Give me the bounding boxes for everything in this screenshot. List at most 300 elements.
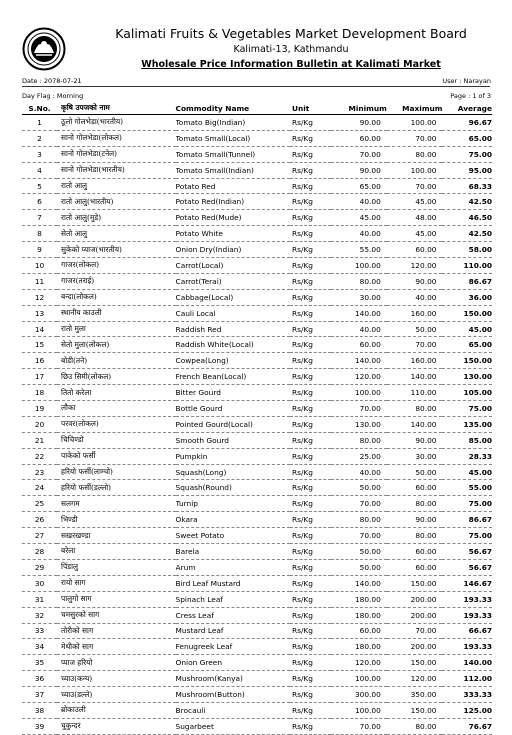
row-sno: 4 [22,162,57,178]
row-minimum: 180.00 [331,607,387,623]
row-minimum: 50.00 [331,544,387,560]
row-maximum: 120.00 [387,258,443,274]
row-minimum: 120.00 [331,369,387,385]
row-sno: 15 [22,337,57,353]
row-nepali-name: सानो गोलभेडा(भारतीय) [57,162,176,178]
table-row [22,401,492,417]
row-unit: Rs/Kg [290,226,331,242]
row-minimum: 100.00 [331,671,387,687]
row-commodity-name: Bird Leaf Mustard [176,575,290,591]
row-unit: Rs/Kg [290,512,331,528]
row-maximum: 140.00 [387,416,443,432]
row-commodity-name: French Bean(Local) [176,369,290,385]
row-commodity-name: Pumpkin [176,448,290,464]
row-commodity-name: Cowpea(Long) [176,353,290,369]
row-minimum: 80.00 [331,432,387,448]
row-sno: 22 [22,448,57,464]
row-average: 86.67 [442,512,492,528]
row-maximum: 80.00 [387,718,443,734]
row-average: 76.67 [442,718,492,734]
table-row [22,559,492,575]
row-average: 112.00 [442,671,492,687]
row-nepali-name: स्थानीय काउली [57,305,176,321]
row-commodity-name: Tomato Small(Tunnel) [176,146,290,162]
row-nepali-name: सेतो आलु [57,226,176,242]
table-row [22,130,492,146]
row-minimum: 65.00 [331,178,387,194]
row-maximum: 80.00 [387,401,443,417]
row-unit: Rs/Kg [290,289,331,305]
row-maximum: 40.00 [387,289,443,305]
row-minimum: 120.00 [331,655,387,671]
row-sno: 31 [22,591,57,607]
row-unit: Rs/Kg [290,432,331,448]
row-maximum: 110.00 [387,385,443,401]
bulletin-title: Wholesale Price Information Bulletin at Kalimati Market [141,59,441,70]
table-row [22,528,492,544]
row-minimum: 60.00 [331,337,387,353]
row-nepali-name: बन्दा(लोकल) [57,289,176,305]
row-average: 86.67 [442,273,492,289]
row-commodity-name: Raddish Red [176,321,290,337]
row-sno: 14 [22,321,57,337]
row-nepali-name: रातो आलु [57,178,176,194]
row-unit: Rs/Kg [290,305,331,321]
table-row [22,464,492,480]
col-maximum: Maximum [387,102,443,115]
row-unit: Rs/Kg [290,655,331,671]
row-sno: 35 [22,655,57,671]
row-nepali-name: च्याउ(डल्ले) [57,687,176,703]
row-nepali-name: हरियो फर्सी(डल्लो) [57,480,176,496]
table-row [22,432,492,448]
table-row [22,480,492,496]
row-average: 42.50 [442,226,492,242]
row-minimum: 180.00 [331,639,387,655]
table-row [22,305,492,321]
row-minimum: 40.00 [331,321,387,337]
day-flag: Day Flag : Morning [22,92,84,100]
row-sno: 6 [22,194,57,210]
row-minimum: 80.00 [331,273,387,289]
row-sno: 33 [22,623,57,639]
row-minimum: 300.00 [331,687,387,703]
row-minimum: 100.00 [331,702,387,718]
page-number: Page : 1 of 3 [450,92,491,100]
row-commodity-name: Carrot(Terai) [176,273,290,289]
row-minimum: 40.00 [331,194,387,210]
row-average: 36.00 [442,289,492,305]
row-average: 125.00 [442,702,492,718]
table-row [22,687,492,703]
row-average: 56.67 [442,559,492,575]
row-average: 193.33 [442,639,492,655]
row-maximum: 45.00 [387,226,443,242]
row-unit: Rs/Kg [290,210,331,226]
row-maximum: 150.00 [387,575,443,591]
table-row [22,702,492,718]
col-commodity-name: Commodity Name [176,102,290,115]
row-minimum: 70.00 [331,528,387,544]
col-unit: Unit [290,102,331,115]
row-sno: 8 [22,226,57,242]
row-sno: 9 [22,242,57,258]
row-commodity-name: Spinach Leaf [176,591,290,607]
row-nepali-name: सुकेको प्याज(भारतीय) [57,242,176,258]
row-unit: Rs/Kg [290,369,331,385]
row-maximum: 350.00 [387,687,443,703]
row-commodity-name: Arum [176,559,290,575]
row-unit: Rs/Kg [290,146,331,162]
row-unit: Rs/Kg [290,242,331,258]
col-minimum: Minimum [331,102,387,115]
row-nepali-name: भिण्डी [57,512,176,528]
row-unit: Rs/Kg [290,496,331,512]
row-maximum: 160.00 [387,305,443,321]
row-average: 140.00 [442,655,492,671]
row-sno: 11 [22,273,57,289]
row-sno: 27 [22,528,57,544]
row-unit: Rs/Kg [290,639,331,655]
row-unit: Rs/Kg [290,385,331,401]
row-unit: Rs/Kg [290,591,331,607]
row-nepali-name: लौका [57,401,176,417]
row-maximum: 48.00 [387,210,443,226]
row-nepali-name: चुकुन्दर [57,718,176,734]
row-average: 75.00 [442,146,492,162]
row-sno: 38 [22,702,57,718]
row-unit: Rs/Kg [290,337,331,353]
row-average: 55.00 [442,480,492,496]
table-row [22,369,492,385]
row-nepali-name: ठूलो गोलभेडा(भारतीय) [57,115,176,131]
row-maximum: 60.00 [387,480,443,496]
row-commodity-name: Bottle Gourd [176,401,290,417]
row-unit: Rs/Kg [290,671,331,687]
row-maximum: 45.00 [387,194,443,210]
row-sno: 30 [22,575,57,591]
row-nepali-name: सलगम [57,496,176,512]
row-average: 146.67 [442,575,492,591]
row-commodity-name: Tomato Small(Indian) [176,162,290,178]
row-sno: 29 [22,559,57,575]
row-nepali-name: पिंडालु [57,559,176,575]
row-average: 56.67 [442,544,492,560]
row-unit: Rs/Kg [290,321,331,337]
table-row [22,353,492,369]
row-minimum: 40.00 [331,226,387,242]
row-commodity-name: Fenugreek Leaf [176,639,290,655]
row-nepali-name: च्याउ(कन्य) [57,671,176,687]
row-sno: 17 [22,369,57,385]
row-commodity-name: Potato Red [176,178,290,194]
table-row [22,655,492,671]
row-average: 75.00 [442,496,492,512]
row-nepali-name: रातो मुला [57,321,176,337]
row-maximum: 140.00 [387,369,443,385]
row-nepali-name: सानो गोलभेडा(टनेल) [57,146,176,162]
row-unit: Rs/Kg [290,273,331,289]
row-average: 46.50 [442,210,492,226]
row-sno: 37 [22,687,57,703]
row-unit: Rs/Kg [290,115,331,131]
row-nepali-name: तोरीको साग [57,623,176,639]
row-commodity-name: Tomato Big(Indian) [176,115,290,131]
row-commodity-name: Mushroom(Kanya) [176,671,290,687]
row-maximum: 30.00 [387,448,443,464]
row-sno: 21 [22,432,57,448]
row-unit: Rs/Kg [290,544,331,560]
row-minimum: 70.00 [331,401,387,417]
row-commodity-name: Raddish White(Local) [176,337,290,353]
row-maximum: 80.00 [387,528,443,544]
row-maximum: 60.00 [387,559,443,575]
table-row [22,321,492,337]
row-minimum: 90.00 [331,115,387,131]
row-unit: Rs/Kg [290,607,331,623]
row-minimum: 55.00 [331,242,387,258]
row-commodity-name: Turnip [176,496,290,512]
row-nepali-name: गाजर(लोकल) [57,258,176,274]
row-commodity-name: Squash(Round) [176,480,290,496]
row-nepali-name: सेतो मुला(लोकल) [57,337,176,353]
row-sno: 32 [22,607,57,623]
row-minimum: 140.00 [331,353,387,369]
row-commodity-name: Cress Leaf [176,607,290,623]
table-row [22,289,492,305]
row-average: 110.00 [442,258,492,274]
table-row [22,671,492,687]
table-row [22,607,492,623]
row-minimum: 100.00 [331,258,387,274]
row-sno: 16 [22,353,57,369]
row-minimum: 60.00 [331,623,387,639]
row-nepali-name: परवर(लोकल) [57,416,176,432]
row-unit: Rs/Kg [290,559,331,575]
row-maximum: 90.00 [387,273,443,289]
table-row [22,639,492,655]
row-commodity-name: Carrot(Local) [176,258,290,274]
row-average: 193.33 [442,591,492,607]
header-divider [22,86,490,87]
row-average: 45.00 [442,321,492,337]
table-row [22,226,492,242]
row-unit: Rs/Kg [290,401,331,417]
row-nepali-name: तितो करेला [57,385,176,401]
row-maximum: 70.00 [387,178,443,194]
row-minimum: 50.00 [331,480,387,496]
row-average: 105.00 [442,385,492,401]
row-nepali-name: मेथीको साग [57,639,176,655]
table-row [22,512,492,528]
row-unit: Rs/Kg [290,194,331,210]
row-average: 96.67 [442,115,492,131]
table-row [22,575,492,591]
row-unit: Rs/Kg [290,702,331,718]
row-maximum: 70.00 [387,623,443,639]
row-sno: 1 [22,115,57,131]
row-commodity-name: Mustard Leaf [176,623,290,639]
table-row [22,337,492,353]
table-row [22,162,492,178]
row-sno: 24 [22,480,57,496]
row-average: 150.00 [442,353,492,369]
table-row [22,496,492,512]
row-unit: Rs/Kg [290,258,331,274]
row-maximum: 90.00 [387,432,443,448]
row-sno: 10 [22,258,57,274]
row-average: 42.50 [442,194,492,210]
row-commodity-name: Tomato Small(Local) [176,130,290,146]
row-sno: 39 [22,718,57,734]
row-unit: Rs/Kg [290,448,331,464]
row-sno: 36 [22,671,57,687]
table-row [22,258,492,274]
row-average: 66.67 [442,623,492,639]
row-nepali-name: प्याज हरियो [57,655,176,671]
row-average: 65.00 [442,337,492,353]
row-minimum: 40.00 [331,464,387,480]
row-minimum: 180.00 [331,591,387,607]
row-unit: Rs/Kg [290,178,331,194]
row-average: 75.00 [442,528,492,544]
row-commodity-name: Bitter Gourd [176,385,290,401]
row-maximum: 70.00 [387,337,443,353]
row-average: 135.00 [442,416,492,432]
row-minimum: 130.00 [331,416,387,432]
table-row [22,178,492,194]
row-average: 45.00 [442,464,492,480]
row-minimum: 45.00 [331,210,387,226]
row-nepali-name: रातो आलु(मुडे) [57,210,176,226]
row-sno: 19 [22,401,57,417]
row-nepali-name: गाजर(तराई) [57,273,176,289]
row-sno: 13 [22,305,57,321]
row-maximum: 80.00 [387,496,443,512]
row-nepali-name: छिउ सिमी(लोकल) [57,369,176,385]
row-nepali-name: पाकेको फर्सी [57,448,176,464]
table-row [22,242,492,258]
row-nepali-name: सानो गोलभेडा(लोकल) [57,130,176,146]
row-commodity-name: Cabbage(Local) [176,289,290,305]
row-sno: 5 [22,178,57,194]
row-unit: Rs/Kg [290,416,331,432]
table-row [22,273,492,289]
row-maximum: 100.00 [387,162,443,178]
row-average: 75.00 [442,401,492,417]
row-sno: 7 [22,210,57,226]
row-nepali-name: पालुगो साग [57,591,176,607]
row-sno: 20 [22,416,57,432]
row-maximum: 60.00 [387,544,443,560]
row-average: 130.00 [442,369,492,385]
row-nepali-name: ब्रोकाउली [57,702,176,718]
row-sno: 18 [22,385,57,401]
row-commodity-name: Mushroom(Button) [176,687,290,703]
row-minimum: 140.00 [331,305,387,321]
row-nepali-name: बरेला [57,544,176,560]
row-minimum: 70.00 [331,496,387,512]
row-maximum: 80.00 [387,146,443,162]
table-row [22,718,492,734]
row-nepali-name: सखरखण्डा [57,528,176,544]
row-sno: 2 [22,130,57,146]
row-sno: 34 [22,639,57,655]
row-minimum: 25.00 [331,448,387,464]
table-row [22,544,492,560]
row-commodity-name: Sweet Potato [176,528,290,544]
row-commodity-name: Squash(Long) [176,464,290,480]
row-minimum: 30.00 [331,289,387,305]
kalimati-emblem-icon [22,27,66,71]
bulletin-date: Date : 2078-07-21 [22,77,82,85]
row-minimum: 50.00 [331,559,387,575]
table-row [22,146,492,162]
row-maximum: 200.00 [387,591,443,607]
col-nepali-name: कृषि उपजको नाम [57,102,176,115]
row-minimum: 60.00 [331,130,387,146]
row-nepali-name: रातो आलु(भारतीय) [57,194,176,210]
row-sno: 3 [22,146,57,162]
row-commodity-name: Onion Dry(Indian) [176,242,290,258]
row-minimum: 70.00 [331,718,387,734]
row-sno: 28 [22,544,57,560]
row-average: 58.00 [442,242,492,258]
row-commodity-name: Sugarbeet [176,718,290,734]
row-nepali-name: बोडी(तने) [57,353,176,369]
row-unit: Rs/Kg [290,130,331,146]
row-unit: Rs/Kg [290,480,331,496]
row-sno: 12 [22,289,57,305]
row-minimum: 80.00 [331,512,387,528]
row-maximum: 70.00 [387,130,443,146]
row-minimum: 70.00 [331,146,387,162]
row-unit: Rs/Kg [290,464,331,480]
row-sno: 25 [22,496,57,512]
row-unit: Rs/Kg [290,718,331,734]
row-commodity-name: Okara [176,512,290,528]
row-nepali-name: हरियो फर्सी(लाम्चो) [57,464,176,480]
row-maximum: 160.00 [387,353,443,369]
row-maximum: 200.00 [387,607,443,623]
table-row [22,194,492,210]
row-unit: Rs/Kg [290,687,331,703]
board-address: Kalimati-13, Kathmandu [233,44,349,55]
row-commodity-name: Potato Red(Mude) [176,210,290,226]
table-row [22,115,492,131]
table-row [22,210,492,226]
row-unit: Rs/Kg [290,162,331,178]
user-label: User : Narayan [442,77,491,85]
row-average: 65.00 [442,130,492,146]
table-header-row [22,102,492,115]
row-commodity-name: Smooth Gourd [176,432,290,448]
row-commodity-name: Pointed Gourd(Local) [176,416,290,432]
row-commodity-name: Barela [176,544,290,560]
row-commodity-name: Onion Green [176,655,290,671]
row-nepali-name: रायो साग [57,575,176,591]
table-row [22,591,492,607]
table-row [22,416,492,432]
row-maximum: 200.00 [387,639,443,655]
price-table [22,102,492,735]
row-nepali-name: चिचिण्डो [57,432,176,448]
row-unit: Rs/Kg [290,575,331,591]
row-average: 193.33 [442,607,492,623]
col-average: Average [442,102,492,115]
row-commodity-name: Brocauli [176,702,290,718]
row-maximum: 100.00 [387,115,443,131]
